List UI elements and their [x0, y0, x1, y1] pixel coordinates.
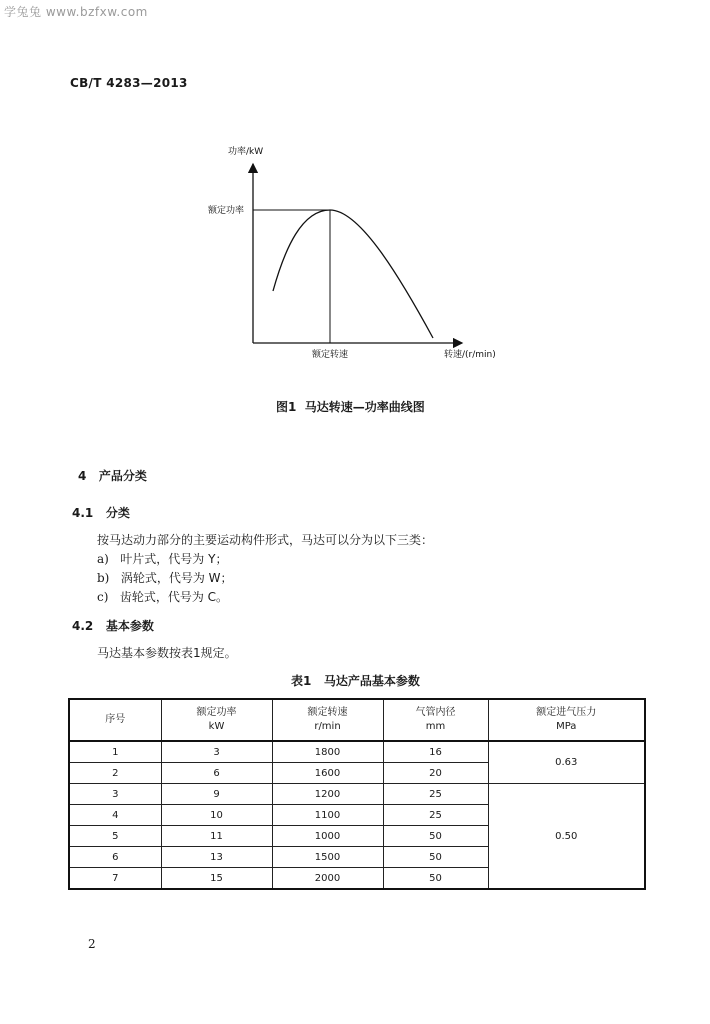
standard-code: CB/T 4283—2013 [70, 76, 188, 90]
rated-speed-label: 额定转速 [312, 350, 349, 360]
speed-power-chart [190, 138, 530, 368]
list-item: b) 涡轮式，代号为 W； [97, 571, 233, 585]
figure-caption [276, 398, 425, 415]
section-4-1-intro: 按马达动力部分的主要运动构件形式，马达可以分为以下三类： [97, 533, 434, 547]
figure-caption-number: 图1 [276, 400, 297, 414]
header-rated-power: 额定功率 kW [161, 699, 272, 741]
pressure-cell-group-1: 0.63 [488, 741, 645, 784]
figure-caption-text: 马达转速—功率曲线图 [304, 400, 425, 414]
table-row: 6 13 1500 50 [69, 847, 645, 868]
table-row: 4 10 1100 25 [69, 805, 645, 826]
table-row: 2 6 1600 20 [69, 763, 645, 784]
header-rated-speed: 额定转速 r/min [272, 699, 383, 741]
section-4-2-heading: 4.2 基本参数 [72, 619, 154, 633]
table-row: 7 15 2000 50 [69, 868, 645, 890]
list-item: a) 叶片式，代号为 Y； [97, 552, 228, 566]
section-4-heading: 4 产品分类 [78, 469, 147, 483]
pressure-cell-group-2: 0.50 [488, 784, 645, 890]
header-inlet-pressure: 额定进气压力 MPa [488, 699, 645, 741]
page-number: 2 [88, 937, 96, 951]
parameters-table [68, 698, 646, 890]
table-caption-text: 马达产品基本参数 [323, 674, 420, 688]
table-caption-number: 表1 [291, 674, 312, 688]
x-axis-label: 转速/(r/min) [444, 350, 496, 360]
table-caption [291, 672, 420, 689]
header-index: 序号 [69, 699, 161, 741]
power-curve [273, 210, 433, 338]
list-item: c) 齿轮式，代号为 C。 [97, 590, 229, 604]
section-4-2-intro: 马达基本参数按表1规定。 [97, 646, 237, 660]
section-4-1-heading: 4.1 分类 [72, 506, 130, 520]
table-row: 5 11 1000 50 [69, 826, 645, 847]
header-pipe-diameter: 气管内径 mm [383, 699, 488, 741]
table-row: 1 3 1800 16 0.63 [69, 741, 645, 763]
table-header-row [69, 699, 645, 741]
watermark: 学兔兔 www.bzfxw.com [4, 5, 148, 19]
table-row: 3 9 1200 25 0.50 [69, 784, 645, 805]
rated-power-label: 额定功率 [208, 206, 245, 216]
y-axis-label: 功率/kW [228, 147, 264, 157]
